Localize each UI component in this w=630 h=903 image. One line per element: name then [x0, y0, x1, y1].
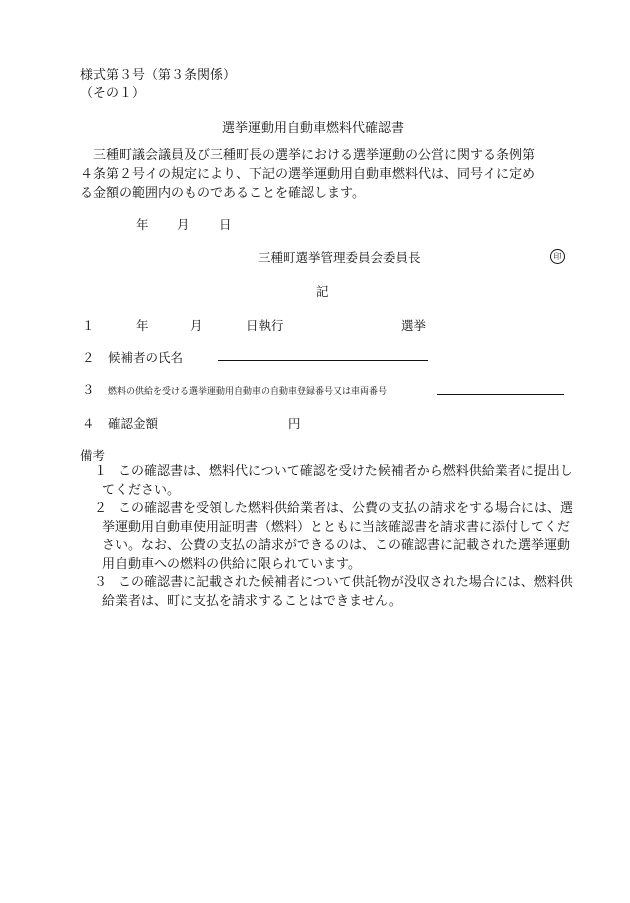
note-2-number: ２ [94, 501, 108, 516]
item4-label: 確認金額 [108, 416, 159, 431]
item1-number: １ [82, 318, 95, 333]
seal-mark: 印 [550, 249, 565, 264]
body-paragraph [80, 146, 535, 203]
ki-heading: 記 [316, 284, 329, 299]
item2-number: ２ [82, 350, 95, 365]
item1-year: 年 [136, 318, 149, 333]
note-1-number: １ [94, 464, 108, 479]
item4-unit: 円 [288, 416, 301, 431]
note-2-line-4: 用自動車への燃料の供給に限られています。 [102, 556, 361, 572]
body-line-1: 三種町議会議員及び三種町長の選挙における選挙運動の公営に関する条例第 [93, 148, 536, 163]
vehicle-number-line [437, 382, 564, 395]
form-sub-number: （その１） [80, 86, 146, 101]
note-2-line-2: 挙運動用自動車使用証明書（燃料）とともに当該確認書を請求書に添付してくだ [102, 519, 571, 535]
form-number: 様式第３号（第３条関係） [80, 68, 237, 83]
note-item-2 [94, 500, 573, 574]
note-1-line-1: この確認書は、燃料代について確認を受けた候補者から燃料供給業者に提出し [118, 464, 573, 479]
item3-label: 燃料の供給を受ける選挙運動用自動車の自動車登録番号又は車両番号 [108, 387, 388, 397]
note-3-line-1: この確認書に記載された候補者について供託物が没収された場合には、燃料供 [118, 575, 573, 590]
note-3-line-2: 給業者は、町に支払を請求することはできません。 [102, 593, 402, 609]
body-line-3: る金額の範囲内のものであることを確認します。 [80, 186, 365, 201]
candidate-name-line [218, 346, 428, 361]
item1-day-held: 日執行 [246, 318, 284, 333]
item1-month: 月 [190, 318, 203, 333]
signatory-title: 三種町選挙管理委員会委員長 [258, 250, 421, 265]
note-3-number: ３ [94, 575, 108, 590]
date-year: 年 [136, 217, 149, 232]
notes-heading: 備考 [80, 448, 106, 463]
note-item-3 [94, 574, 573, 611]
document-title: 選挙運動用自動車燃料代確認書 [222, 121, 405, 136]
item3-number: ３ [82, 382, 95, 397]
item1-election: 選挙 [401, 318, 427, 333]
note-item-1 [94, 463, 573, 500]
date-day: 日 [219, 217, 232, 232]
body-line-2: ４条第２号イの規定により、下記の選挙運動用自動車燃料代は、同号イに定め [80, 167, 536, 182]
note-2-line-1: この確認書を受領した燃料供給業者は、公費の支払の請求をする場合には、選 [118, 501, 574, 516]
item2-label: 候補者の氏名 [108, 350, 184, 365]
note-1-line-2: てください。 [102, 482, 181, 498]
date-month: 月 [177, 217, 190, 232]
note-2-line-3: さい。なお、公費の支払の請求ができるのは、この確認書に記載された選挙運動 [102, 538, 571, 553]
item4-number: ４ [82, 416, 95, 431]
